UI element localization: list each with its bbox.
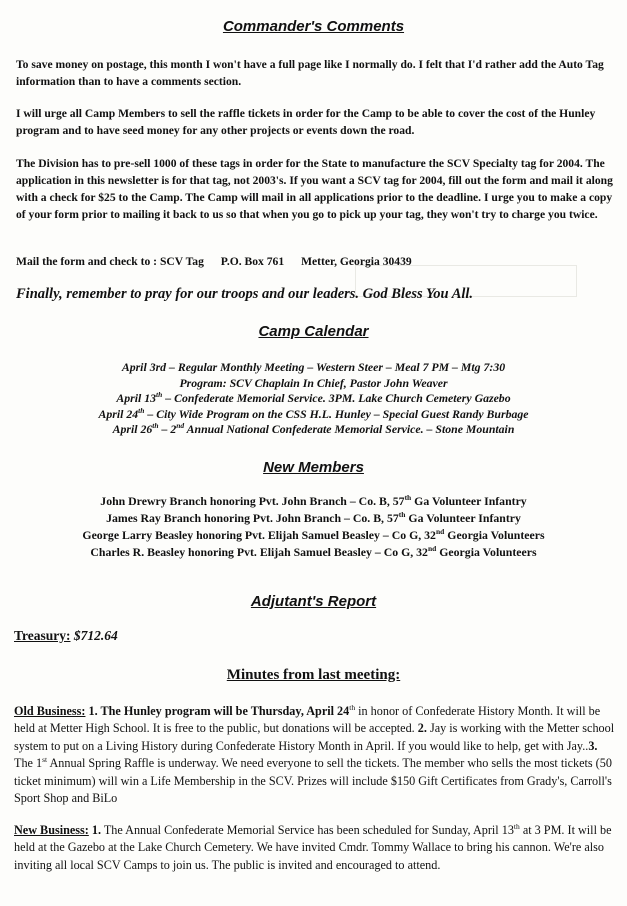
member-entry: Charles R. Beasley honoring Pvt. Elijah Samuel Beasley – Co G, 32nd Georgia Volunteers: [90, 544, 537, 559]
old-business-label: Old Business:: [14, 704, 86, 718]
commander-paragraph-3: The Division has to pre-sell 1000 of these tags in order for the State to manufacture the SCV Specialty tag for 2004. The application in this newsletter is for that tag, not 2003's. If you want a SCV tag for 2004, fill out the form and mail it along with a check for $25 to the Camp. The Camp will mail in all applications prior to the deadline. I urge you to make a copy of your form prior to mailing it back to us so that when you go to pick up your tag, they won't try to charge you twice.: [16, 157, 613, 221]
member-entry: John Drewry Branch honoring Pvt. John Branch – Co. B, 57th Ga Volunteer Infantry: [100, 493, 527, 508]
calendar-item: April 26th – 2nd Annual National Confederate Memorial Service. – Stone Mountain: [112, 421, 515, 436]
calendar-item: Program: SCV Chaplain In Chief, Pastor John Weaver: [179, 375, 448, 390]
mail-city: Metter, Georgia 30439: [301, 255, 412, 268]
mail-box: P.O. Box 761: [220, 255, 285, 268]
member-entry: James Ray Branch honoring Pvt. John Branch – Co. B, 57th Ga Volunteer Infantry: [106, 510, 521, 525]
calendar-item: April 3rd – Regular Monthly Meeting – Western Steer – Meal 7 PM – Mtg 7:30: [121, 360, 506, 374]
new-business-paragraph: New Business: 1. The Annual Confederate Memorial Service has been scheduled for Sunday, April 13th at 3 PM. It will be held at the Gazebo at the Lake Church Cemetery. We have invited Cmdr. Tommy Wallace to bring his cannon. We're also inviting all local SCV Camps to join us. The public is invited and encouraged to attend.: [14, 821, 612, 872]
old-business-paragraph: Old Business: 1. The Hunley program will be Thursday, April 24th in honor of Confederate History Month. It will be held at Metter High School. It is free to the public, but donations will be accepted. 2. Jay is working with the Metter school system to put on a Living History during Confederate History Month in April. If you would like to help, get with Jay..3. The 1st Annual Spring Raffle is underway. We need everyone to sell the tickets. The member who sells the most tickets (50 ticket minimum) will win a Life Membership in the SCV. Prizes will include $150 Gift Certificates from Grady's, Carroll's Sport Shop and BiLo: [14, 702, 615, 806]
new-business-label: New Business:: [14, 823, 89, 837]
treasury-line: [14, 628, 118, 644]
calendar-list: [0, 360, 627, 438]
mail-name: SCV Tag: [159, 255, 204, 268]
member-entry: George Larry Beasley honoring Pvt. Elijah Samuel Beasley – Co G, 32nd Georgia Volunteers: [82, 527, 545, 542]
calendar-item: April 13th – Confederate Memorial Service. 3PM. Lake Church Cemetery Gazebo: [116, 390, 511, 405]
calendar-item: April 24th – City Wide Program on the CSS H.L. Hunley – Special Guest Randy Burbage: [98, 405, 529, 421]
commanders-comments-heading: Commander's Comments: [222, 18, 405, 35]
commander-paragraph-1: To save money on postage, this month I won't have a full page like I normally do. I felt that I'd rather add the Auto Tag information than to have a comments section.: [16, 58, 604, 88]
treasury-amount: $712.64: [73, 628, 118, 643]
mail-to-line: [16, 253, 616, 270]
treasury-label: Treasury:: [14, 628, 71, 643]
commander-paragraph-2: I will urge all Camp Members to sell the raffle tickets in order for the Camp to be able to cover the cost of the Hunley program and to have seed money for any other projects or events down the road.: [16, 107, 596, 137]
camp-calendar-heading: Camp Calendar: [258, 323, 369, 340]
minutes-heading: Minutes from last meeting:: [226, 667, 401, 683]
new-members-heading: New Members: [263, 459, 364, 476]
mail-label: Mail the form and check to :: [16, 255, 158, 268]
adjutants-report-heading: Adjutant's Report: [250, 593, 377, 610]
closing-blessing: Finally, remember to pray for our troops and our leaders. God Bless You All.: [16, 286, 474, 302]
new-members-list: [0, 493, 627, 561]
